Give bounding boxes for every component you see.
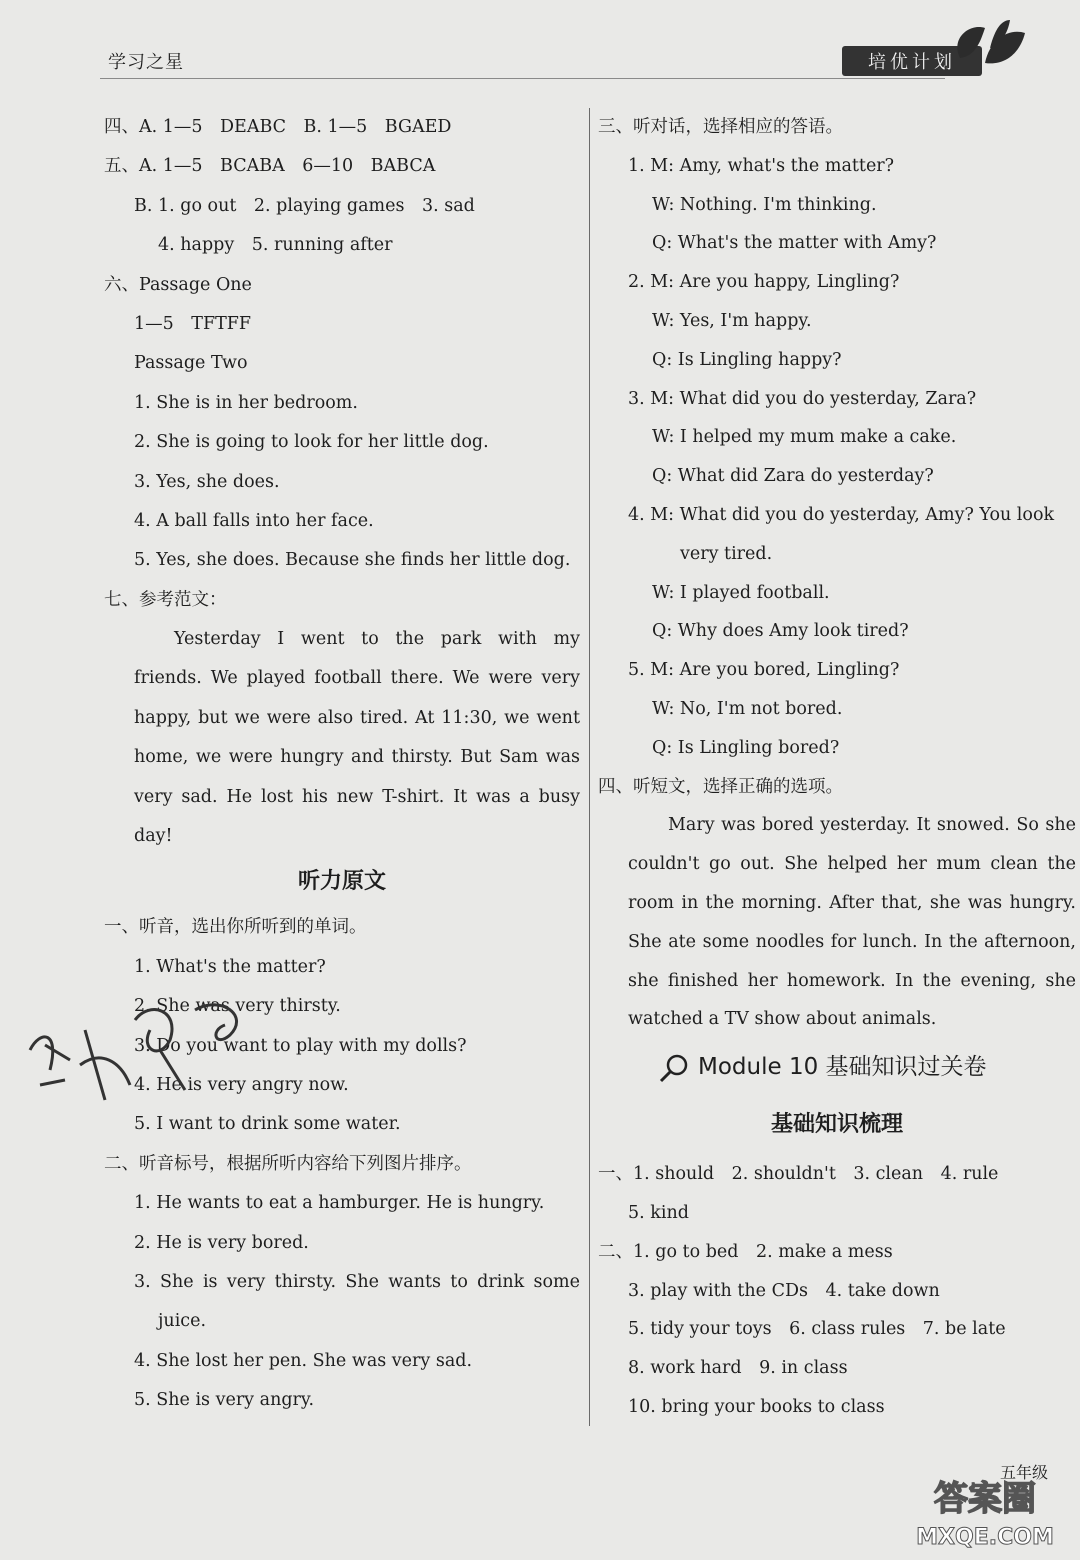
answer-line: 二、1. go to bed 2. make a mess [598, 1241, 893, 1262]
dialogue-line: Q: Is Lingling bored? [652, 737, 840, 758]
script-line: 5. She is very angry. [134, 1390, 315, 1411]
dialogue-line: 4. M: What did you do yesterday, Amy? You look [628, 504, 1055, 525]
watermark-text-2: MXQE.COM [916, 1525, 1054, 1550]
dialogue-line: 3. M: What did you do yesterday, Zara? [628, 388, 977, 409]
answer-line: 10. bring your books to class [628, 1396, 885, 1417]
dialogue-line: Q: What did Zara do yesterday? [652, 466, 934, 487]
dialogue-line: Q: What's the matter with Amy? [652, 233, 937, 254]
left-column [104, 108, 580, 1421]
answer-line: Passage Two [134, 353, 248, 374]
answer-line: 七、参考范文： [104, 589, 227, 610]
magnifier-icon [658, 1052, 690, 1084]
section-title: 听力原文 [297, 869, 386, 895]
watermark-text-1: 答案圈 [934, 1479, 1036, 1519]
question-heading: 二、听音标号，根据所听内容给下列图片排序。 [104, 1153, 472, 1174]
essay-line: home, we were hungry and thirsty. But Sam was [134, 747, 580, 768]
passage-line: Mary was bored yesterday. It snowed. So she [668, 815, 1076, 836]
dialogue-line: Q: Is Lingling happy? [652, 349, 842, 370]
watermark-logo [900, 1470, 1070, 1555]
answer-line: 4. A ball falls into her face. [134, 510, 374, 531]
essay-line: Yesterday I went to the park with my [174, 629, 580, 650]
dialogue-line: W: Nothing. I'm thinking. [652, 194, 877, 215]
essay-line: friends. We played football there. We were very [134, 668, 580, 689]
answer-line: B. 1. go out 2. playing games 3. sad [134, 195, 475, 216]
script-line: 5. I want to drink some water. [134, 1114, 401, 1135]
script-line: 3. Do you want to play with my dolls? [134, 1035, 467, 1056]
header-title: 学习之星 [108, 52, 184, 73]
module-title [598, 1039, 1076, 1095]
passage-line: watched a TV show about animals. [628, 1009, 937, 1030]
question-heading: 一、听音，选出你所听到的单词。 [104, 917, 367, 938]
script-line: 3. She is very thirsty. She wants to drink some [134, 1271, 580, 1292]
dialogue-line: W: Yes, I'm happy. [652, 310, 812, 331]
script-line: 2. She was very thirsty. [134, 996, 341, 1017]
dialogue-line: W: I played football. [652, 582, 830, 603]
answer-line: 5. Yes, she does. Because she finds her little dog. [134, 550, 571, 571]
answer-line: 3. Yes, she does. [134, 471, 280, 492]
script-line: 4. She lost her pen. She was very sad. [134, 1350, 473, 1371]
answer-line: 4. happy 5. running after [158, 235, 393, 256]
grade-label: 五年级 [1000, 1463, 1049, 1482]
header-rule [100, 78, 945, 79]
answer-line: 四、A. 1—5 DEABC B. 1—5 BGAED [104, 117, 452, 137]
sub-title: 基础知识梳理 [770, 1112, 903, 1138]
dialogue-line: 1. M: Amy, what's the matter? [628, 155, 895, 176]
question-heading: 三、听对话，选择相应的答语。 [598, 117, 843, 137]
question-heading: 四、听短文，选择正确的选项。 [598, 776, 843, 797]
dialogue-line: very tired. [680, 543, 773, 564]
essay-line: happy, but we were also tired. At 11:30, we went [134, 707, 580, 728]
answer-line: 5. kind [628, 1202, 689, 1223]
script-line: 2. He is very bored. [134, 1232, 309, 1253]
answer-line: 1—5 TFTFF [134, 313, 252, 334]
module-title-text: Module 10 基础知识过关卷 [698, 1054, 987, 1081]
column-divider [589, 108, 590, 1426]
answer-line: 1. She is in her bedroom. [134, 392, 358, 413]
passage-line: room in the morning. After that, she was hungry. [628, 892, 1076, 913]
right-column [598, 108, 1076, 1427]
passage-line: She ate some noodles for lunch. In the afternoon, [628, 931, 1076, 952]
answer-line: 8. work hard 9. in class [628, 1358, 848, 1379]
script-line: 1. He wants to eat a hamburger. He is hungry. [134, 1193, 545, 1214]
answer-line: 5. tidy your toys 6. class rules 7. be late [628, 1319, 1006, 1340]
script-line: juice. [158, 1311, 207, 1332]
answer-line: 3. play with the CDs 4. take down [628, 1280, 940, 1301]
dialogue-line: W: I helped my mum make a cake. [652, 427, 957, 448]
script-line: 4. He is very angry now. [134, 1074, 349, 1095]
script-line: 1. What's the matter? [134, 956, 326, 977]
answer-line: 一、1. should 2. shouldn't 3. clean 4. rule [598, 1164, 999, 1185]
essay-line: day! [134, 826, 173, 847]
essay-line: very sad. He lost his new T-shirt. It was a busy [134, 786, 580, 807]
dialogue-line: 5. M: Are you bored, Lingling? [628, 660, 900, 681]
handwriting-scribble [10, 990, 270, 1130]
header-badge: 培优计划 [842, 46, 982, 76]
dialogue-line: Q: Why does Amy look tired? [652, 621, 909, 642]
leaf-icon [940, 18, 1030, 82]
dialogue-line: W: No, I'm not bored. [652, 698, 843, 719]
passage-line: couldn't go out. She helped her mum clean the [628, 854, 1076, 875]
dialogue-line: 2. M: Are you happy, Lingling? [628, 272, 900, 293]
answer-line: 六、Passage One [104, 274, 252, 295]
answer-line: 五、A. 1—5 BCABA 6—10 BABCA [104, 156, 436, 177]
answer-line: 2. She is going to look for her little dog. [134, 432, 489, 453]
passage-line: she finished her homework. In the evening, she [628, 970, 1076, 991]
